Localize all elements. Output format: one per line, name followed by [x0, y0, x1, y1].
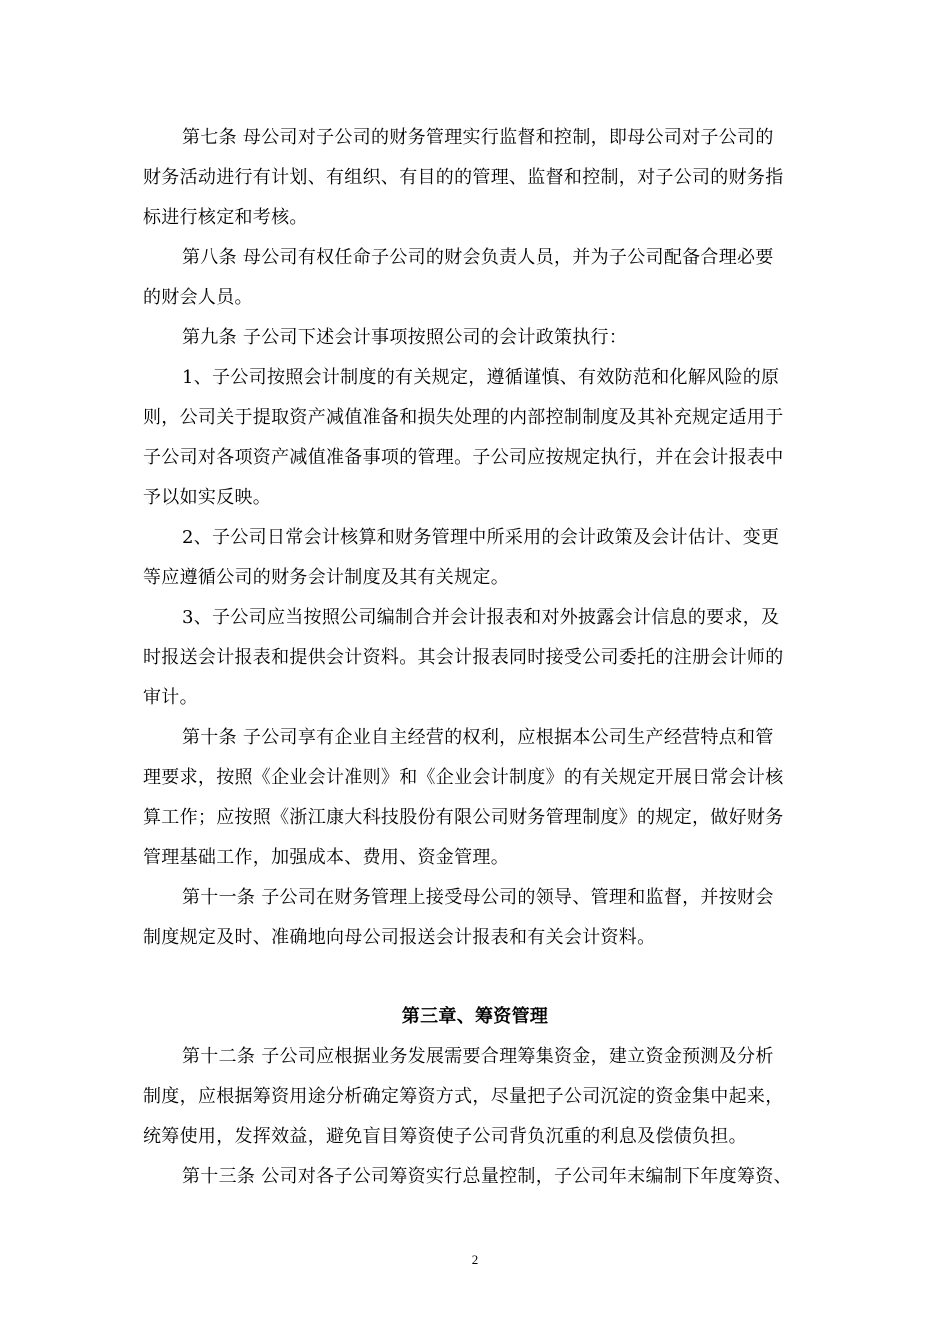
paragraph-item-1-line-1: 1、子公司按照会计制度的有关规定，遵循谨慎、有效防范和化解风险的原 — [182, 367, 780, 388]
paragraph-article-11-line-2: 制度规定及时、准确地向母公司报送会计报表和有关会计资料。 — [143, 927, 656, 948]
paragraph-article-7-line-1: 第七条 母公司对子公司的财务管理实行监督和控制，即母公司对子公司的 — [182, 127, 774, 148]
paragraph-article-7-line-2: 财务活动进行有计划、有组织、有目的的管理、监督和控制，对子公司的财务指 — [143, 167, 784, 188]
paragraph-article-12-line-2: 制度，应根据筹资用途分析确定筹资方式，尽量把子公司沉淀的资金集中起来， — [143, 1086, 784, 1107]
paragraph-article-8-line-1: 第八条 母公司有权任命子公司的财会负责人员，并为子公司配备合理必要 — [182, 247, 774, 268]
paragraph-article-10-line-4: 管理基础工作，加强成本、费用、资金管理。 — [143, 847, 509, 868]
paragraph-item-1-line-2: 则，公司关于提取资产减值准备和损失处理的内部控制制度及其补充规定适用于 — [143, 407, 784, 428]
paragraph-item-3-line-3: 审计。 — [143, 687, 198, 708]
paragraph-article-10-line-2: 理要求，按照《企业会计准则》和《企业会计制度》的有关规定开展日常会计核 — [143, 767, 784, 788]
paragraph-article-9-line-1: 第九条 子公司下述会计事项按照公司的会计政策执行： — [182, 327, 628, 348]
paragraph-item-1-line-4: 予以如实反映。 — [143, 487, 272, 508]
paragraph-item-3-line-2: 时报送会计报表和提供会计资料。其会计报表同时接受公司委托的注册会计师的 — [143, 647, 784, 668]
paragraph-item-1-line-3: 子公司对各项资产减值准备事项的管理。子公司应按规定执行，并在会计报表中 — [143, 447, 784, 468]
paragraph-article-10-line-1: 第十条 子公司享有企业自主经营的权利，应根据本公司生产经营特点和管 — [182, 727, 774, 748]
chapter-heading: 第三章、筹资管理 — [401, 1006, 549, 1027]
paragraph-article-8-line-2: 的财会人员。 — [143, 287, 253, 308]
paragraph-article-12-line-3: 统筹使用，发挥效益，避免盲目筹资使子公司背负沉重的利息及偿债负担。 — [143, 1126, 747, 1147]
paragraph-article-13-line-1: 第十三条 公司对各子公司筹资实行总量控制，子公司年末编制下年度筹资、 — [182, 1166, 792, 1187]
paragraph-article-12-line-1: 第十二条 子公司应根据业务发展需要合理筹集资金，建立资金预测及分析 — [182, 1046, 774, 1067]
paragraph-item-3-line-1: 3、子公司应当按照公司编制合并会计报表和对外披露会计信息的要求，及 — [182, 607, 780, 628]
paragraph-item-2-line-1: 2、子公司日常会计核算和财务管理中所采用的会计政策及会计估计、变更 — [182, 527, 780, 548]
page-number: 2 — [471, 1252, 479, 1267]
paragraph-article-7-line-3: 标进行核定和考核。 — [143, 207, 308, 228]
paragraph-item-2-line-2: 等应遵循公司的财务会计制度及其有关规定。 — [143, 567, 509, 588]
paragraph-article-11-line-1: 第十一条 子公司在财务管理上接受母公司的领导、管理和监督，并按财会 — [182, 887, 774, 908]
paragraph-article-10-line-3: 算工作；应按照《浙江康大科技股份有限公司财务管理制度》的规定，做好财务 — [143, 807, 784, 828]
